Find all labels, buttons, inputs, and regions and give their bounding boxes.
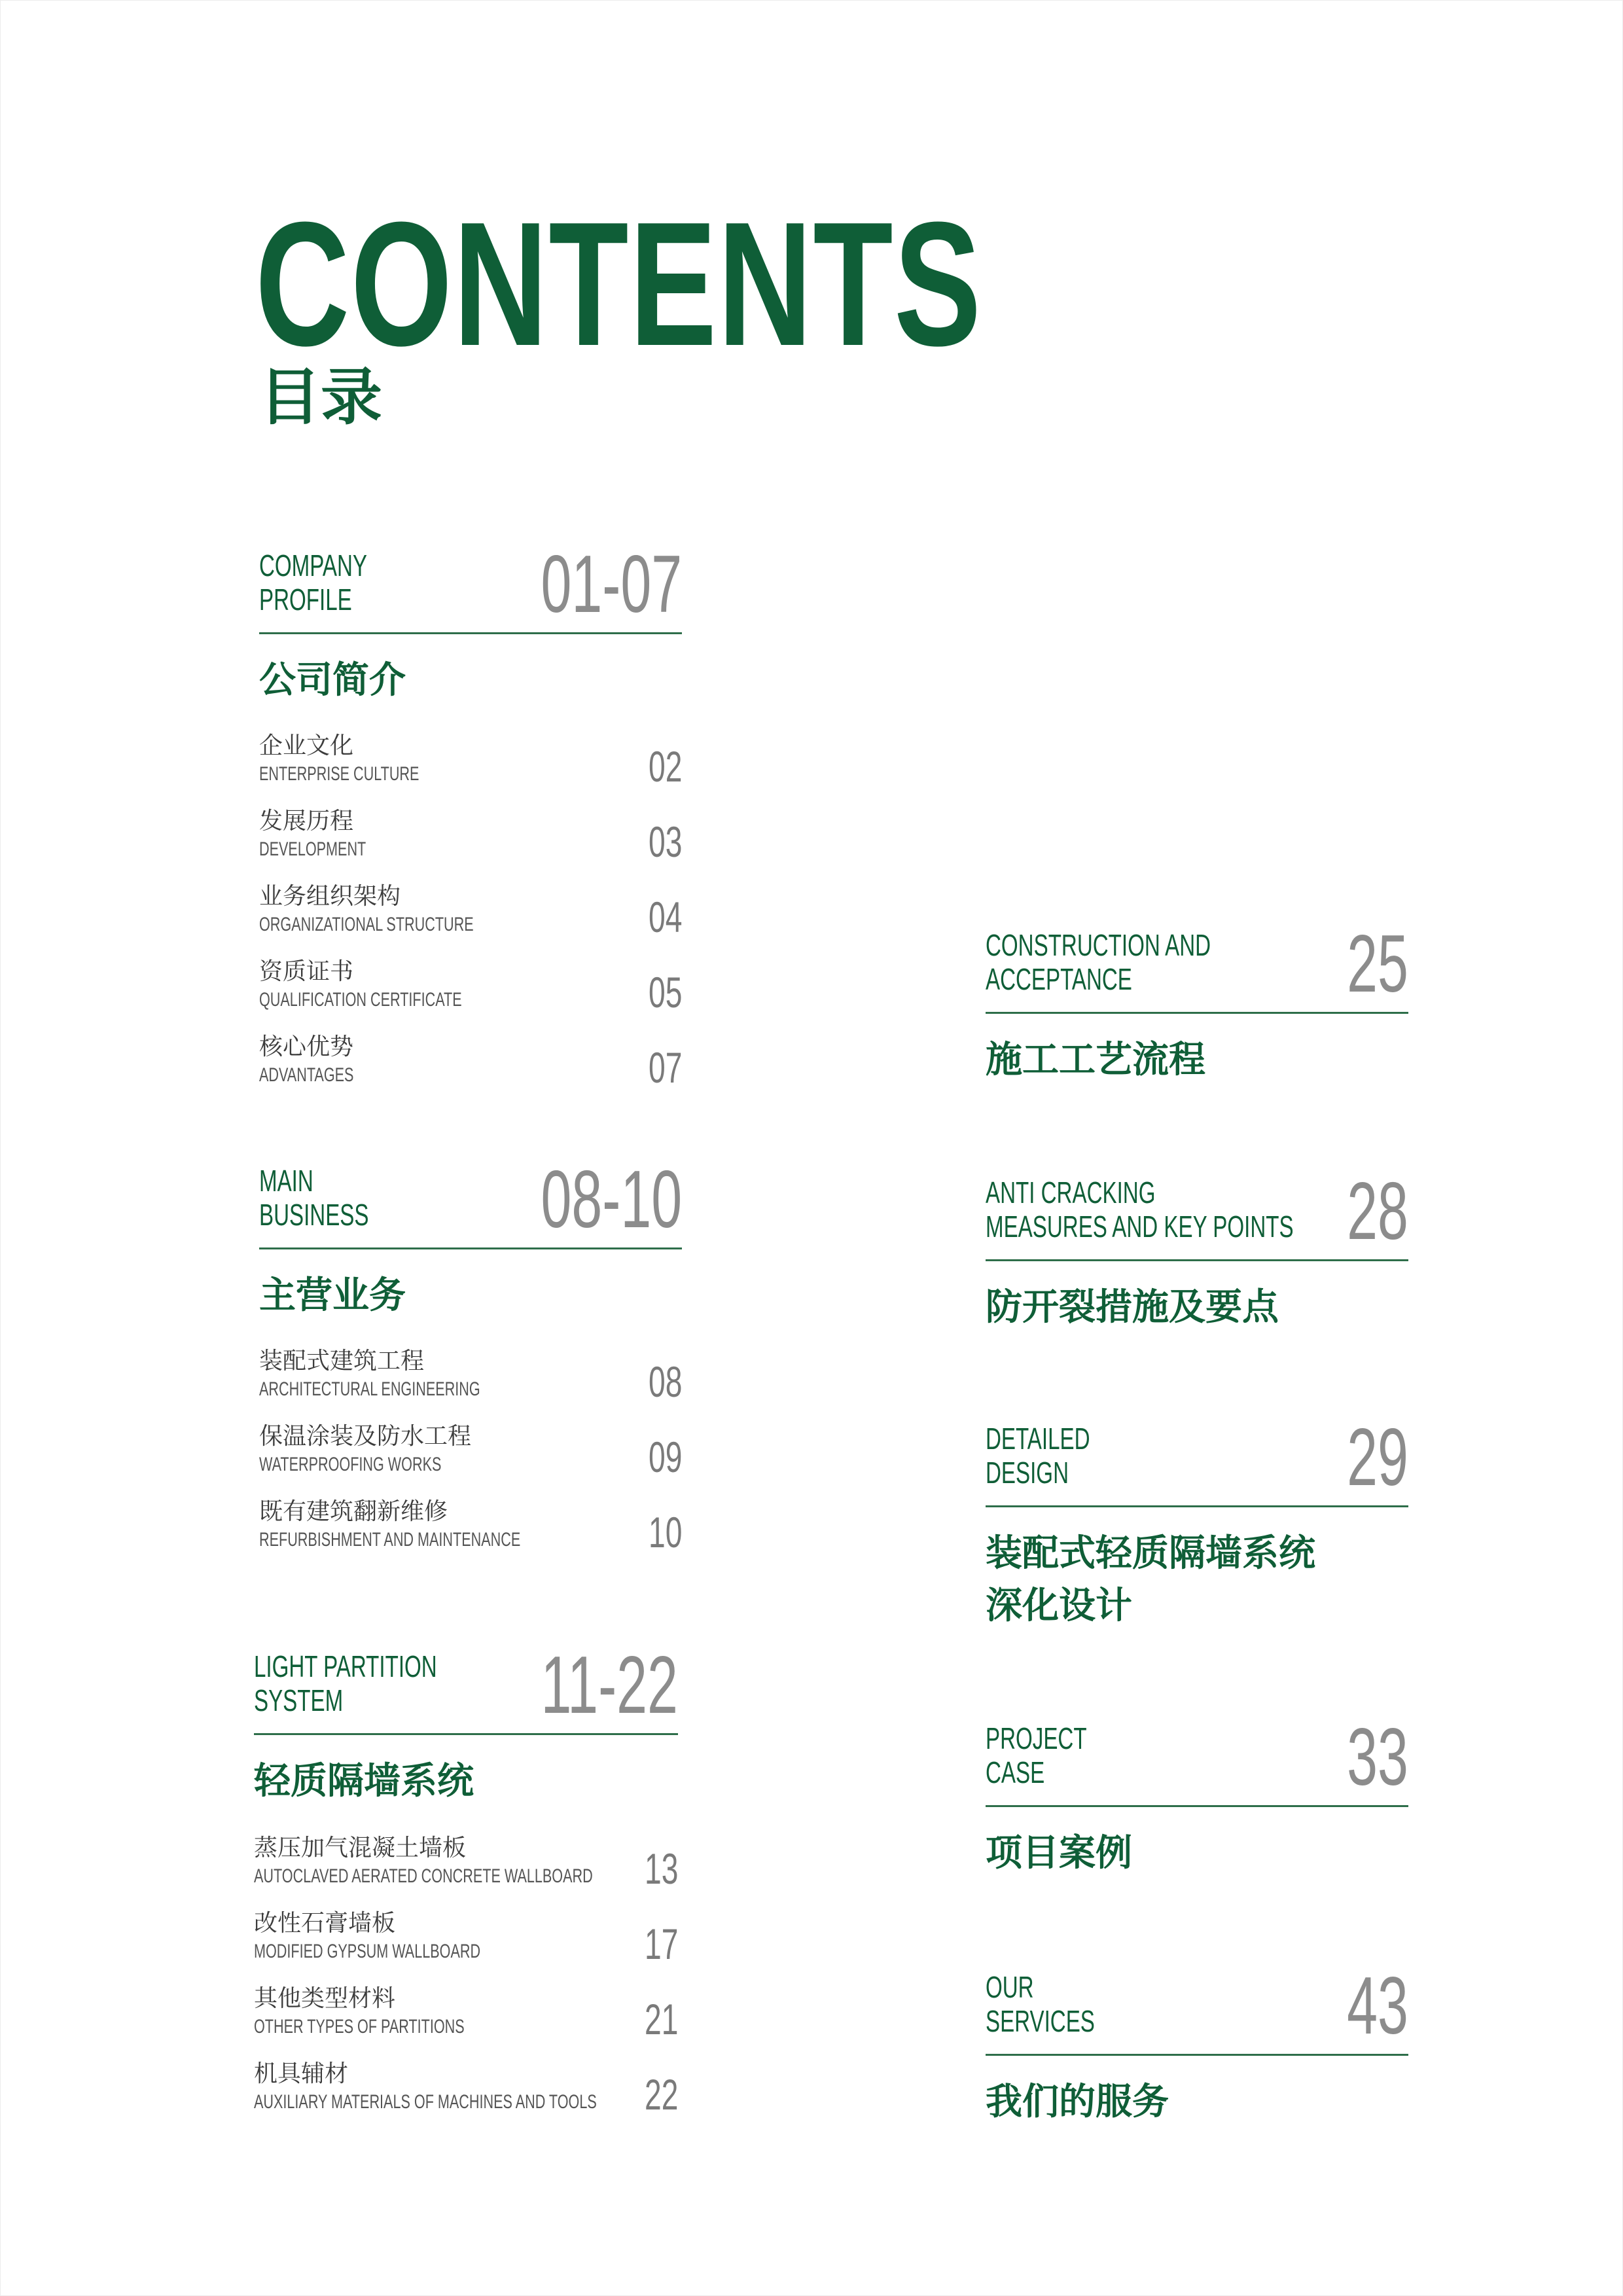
section-title-cn: 轻质隔墙系统 [254, 1760, 474, 1803]
section-page-number: 29 [1347, 1412, 1408, 1503]
toc-entry-title-cn: 机具辅材 [254, 2060, 349, 2087]
section-divider [254, 1733, 678, 1735]
toc-entry-title-cn: 核心优势 [259, 1033, 354, 1060]
toc-entry-title-en: QUALIFICATION CERTIFICATE [259, 989, 462, 1011]
toc-entry-page: 03 [648, 817, 682, 866]
page-title-cn: 目录 [259, 362, 383, 433]
section-title-en [986, 928, 1211, 996]
toc-entry-title-cn: 发展历程 [259, 808, 354, 834]
section-title-en-line: BUSINESS [259, 1198, 369, 1232]
section-title-en [259, 1164, 369, 1232]
toc-entry-page: 05 [648, 968, 682, 1016]
section-our-services[interactable] [986, 1961, 1408, 2127]
section-page-number: 43 [1347, 1961, 1408, 2051]
section-title-en-line: ANTI CRACKING [986, 1175, 1156, 1210]
toc-entry[interactable] [259, 732, 682, 807]
section-title-en [986, 1970, 1095, 2038]
toc-entry-title-cn: 资质证书 [259, 958, 354, 985]
section-title-en [986, 1721, 1087, 1789]
toc-entry[interactable] [254, 2060, 678, 2135]
toc-entry-title-cn: 企业文化 [259, 732, 354, 759]
section-title-cn: 公司简介 [259, 659, 406, 702]
toc-entry-title-en: DEVELOPMENT [259, 838, 366, 860]
toc-entry-page: 10 [648, 1508, 682, 1556]
toc-entry[interactable] [254, 1909, 678, 1984]
toc-entry-page: 08 [648, 1357, 682, 1406]
section-title-en-line: MAIN [259, 1164, 313, 1198]
section-title-cn: 我们的服务 [986, 2081, 1169, 2123]
section-title-en-line: MEASURES AND KEY POINTS [986, 1210, 1294, 1244]
toc-entry-title-cn: 蒸压加气混凝土墙板 [254, 1835, 467, 1861]
toc-entry-page: 13 [644, 1844, 678, 1893]
page-title: CONTENTS [255, 186, 982, 383]
section-page-number: 33 [1347, 1712, 1408, 1803]
toc-entry-title-en: WATERPROOFING WORKS [259, 1454, 442, 1475]
section-detailed-design[interactable] [986, 1412, 1408, 1627]
section-title-en-line: ACCEPTANCE [986, 962, 1132, 996]
section-header [986, 1961, 1408, 2123]
section-title-cn: 主营业务 [259, 1274, 406, 1317]
toc-entry[interactable] [259, 958, 682, 1033]
toc-entry[interactable] [254, 1834, 678, 1909]
section-title-en-line: DESIGN [986, 1456, 1069, 1490]
section-title-en [259, 548, 367, 617]
section-title-cn: 防开裂措施及要点 [986, 1286, 1279, 1329]
section-main-business [259, 1157, 682, 1576]
toc-entry-page: 04 [648, 893, 682, 941]
section-divider [986, 1259, 1408, 1261]
toc-entry-title-cn: 改性石膏墙板 [254, 1910, 396, 1937]
section-title-en-line: SERVICES [986, 2004, 1095, 2038]
toc-entry[interactable] [259, 1033, 682, 1108]
section-title-en-line: SYSTEM [254, 1683, 344, 1717]
section-title-en-line: CONSTRUCTION AND [986, 928, 1211, 962]
section-header [986, 1412, 1408, 1627]
section-title-cn [986, 1528, 1315, 1632]
toc-entry-title-en: REFURBISHMENT AND MAINTENANCE [259, 1529, 521, 1551]
section-title-en-line: COMPANY [259, 548, 368, 583]
toc-entry-title-en: AUXILIARY MATERIALS OF MACHINES AND TOOLS [254, 2091, 597, 2113]
section-items [254, 1834, 678, 2135]
toc-entry[interactable] [259, 807, 682, 882]
section-title-en-line: DETAILED [986, 1422, 1090, 1456]
toc-entry-page: 22 [644, 2070, 678, 2119]
toc-entry[interactable] [259, 1498, 682, 1573]
toc-entry-title-en: ENTERPRISE CULTURE [259, 763, 419, 785]
toc-entry-page: 21 [644, 1995, 678, 2043]
section-title-en-line: LIGHT PARTITION [254, 1649, 437, 1683]
toc-entry-page: 02 [648, 742, 682, 791]
toc-entry-title-cn: 保温涂装及防水工程 [259, 1423, 472, 1450]
section-divider [986, 1505, 1408, 1507]
section-title-cn: 施工工艺流程 [986, 1039, 1205, 1081]
toc-entry-title-cn: 业务组织架构 [259, 883, 401, 910]
section-page-number: 28 [1347, 1166, 1408, 1257]
section-title-en-line: PROFILE [259, 583, 352, 617]
section-title-en-line: PROJECT [986, 1721, 1087, 1755]
toc-entry[interactable] [254, 1984, 678, 2060]
toc-entry-page: 09 [648, 1433, 682, 1481]
toc-entry-title-en: ADVANTAGES [259, 1064, 354, 1086]
section-title-en [254, 1649, 437, 1717]
toc-entry-title-en: ARCHITECTURAL ENGINEERING [259, 1378, 480, 1400]
toc-entry-title-en: OTHER TYPES OF PARTITIONS [254, 2016, 465, 2037]
toc-entry-title-cn: 其他类型材料 [254, 1985, 396, 2012]
section-page-range: 01-07 [541, 539, 682, 630]
toc-entry[interactable] [259, 1347, 682, 1422]
section-page-range: 11-22 [541, 1640, 678, 1731]
section-items [259, 1347, 682, 1573]
toc-entry-title-en: ORGANIZATIONAL STRUCTURE [259, 914, 474, 935]
toc-entry[interactable] [259, 1422, 682, 1498]
toc-entry-page: 17 [644, 1920, 678, 1968]
section-header [986, 1712, 1408, 1874]
section-header [986, 919, 1408, 1081]
section-title-en-line: CASE [986, 1755, 1045, 1789]
toc-entry[interactable] [259, 882, 682, 958]
section-title-cn: 项目案例 [986, 1832, 1132, 1874]
section-items [259, 732, 682, 1108]
section-header [259, 539, 682, 702]
section-header [254, 1640, 678, 1803]
section-divider [986, 1012, 1408, 1014]
section-title-en [986, 1422, 1090, 1490]
section-title-en-line: OUR [986, 1970, 1034, 2004]
section-page-range: 08-10 [541, 1155, 682, 1245]
section-light-partition-system [254, 1640, 678, 2140]
toc-entry-title-en: MODIFIED GYPSUM WALLBOARD [254, 1941, 481, 1962]
section-title-cn-line: 装配式轻质隔墙系统 [986, 1532, 1315, 1575]
section-divider [259, 1247, 682, 1249]
section-header [259, 1155, 682, 1317]
section-divider [986, 1805, 1408, 1807]
toc-entry-title-cn: 既有建筑翻新维修 [259, 1498, 448, 1525]
toc-entry-title-cn: 装配式建筑工程 [259, 1348, 425, 1374]
section-header [986, 1166, 1408, 1329]
section-anti-cracking[interactable] [986, 1166, 1408, 1333]
section-divider [259, 632, 682, 634]
section-construction-and-acceptance[interactable] [986, 919, 1408, 1085]
section-title-cn-line: 深化设计 [986, 1585, 1132, 1627]
section-project-case[interactable] [986, 1712, 1408, 1878]
section-divider [986, 2054, 1408, 2056]
toc-entry-page: 07 [648, 1043, 682, 1092]
section-page-number: 25 [1347, 919, 1408, 1009]
section-company-profile [259, 539, 682, 1098]
section-title-en [986, 1175, 1294, 1244]
toc-entry-title-en: AUTOCLAVED AERATED CONCRETE WALLBOARD [254, 1865, 593, 1887]
